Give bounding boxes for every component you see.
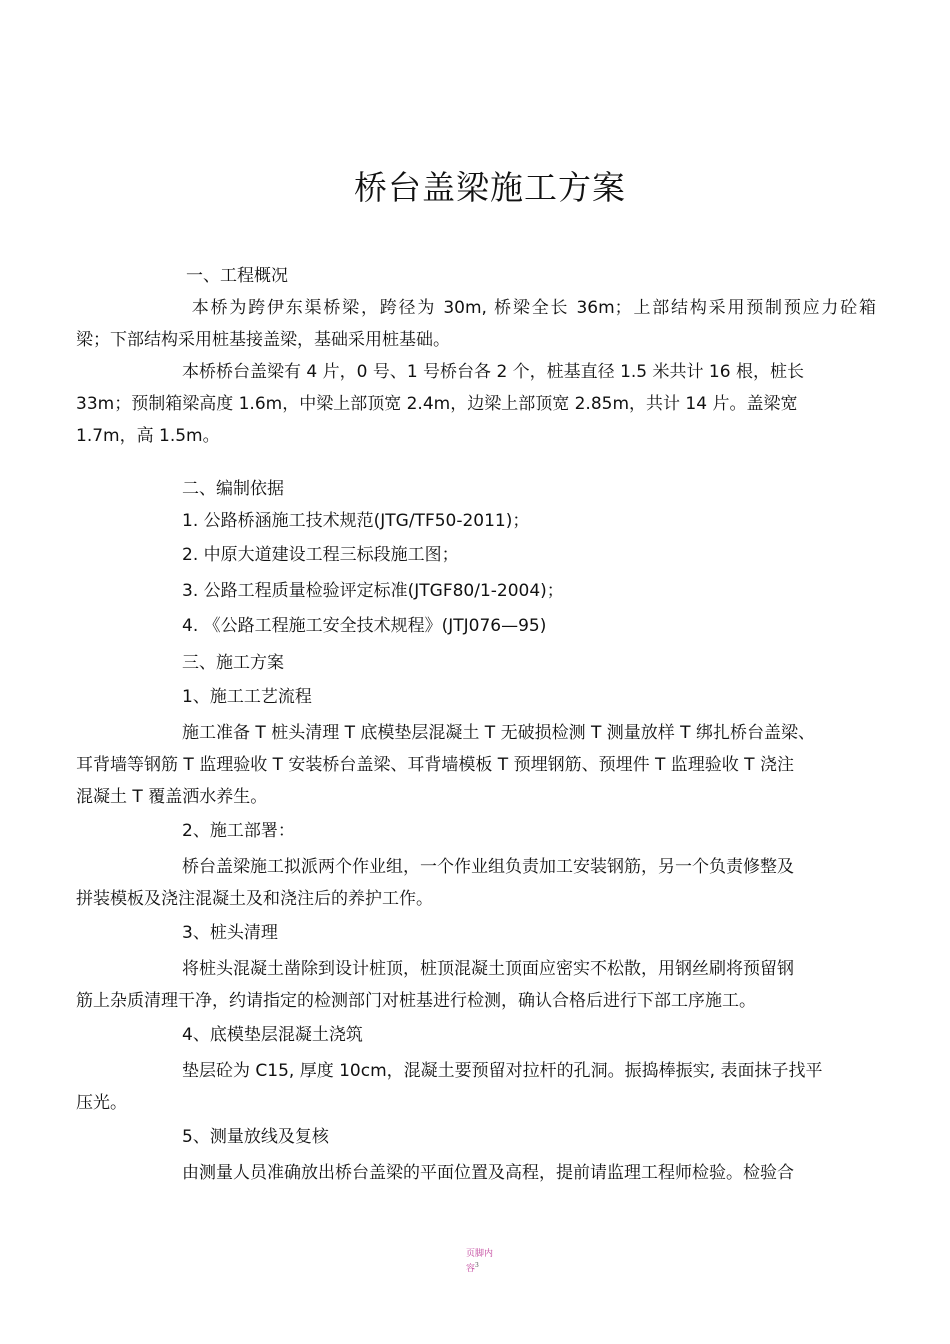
paragraph-line: 混凝土 T 覆盖洒水养生。: [76, 787, 268, 807]
paragraph-line: 拼装模板及浇注混凝土及和浇注后的养护工作。: [76, 889, 433, 909]
paragraph-line: 筋上杂质清理干净，约请指定的检测部门对桩基进行检测，确认合格后进行下部工序施工。: [76, 991, 756, 1011]
list-item: 3. 公路工程质量检验评定标准(JTGF80/1-2004)；: [182, 581, 564, 601]
page-footer: [466, 1248, 506, 1275]
paragraph-line: 桥台盖梁施工拟派两个作业组，一个作业组负责加工安装钢筋，另一个负责修整及: [182, 857, 794, 877]
paragraph-line: 本桥为跨伊东渠桥梁，跨径为 30m, 桥梁全长 36m；上部结构采用预制预应力砼箱: [190, 298, 876, 318]
paragraph-line: 垫层砼为 C15, 厚度 10cm，混凝土要预留对拉杆的孔洞。振捣棒振实, 表面抹子找平: [182, 1061, 823, 1081]
subsection-heading: 2、施工部署：: [182, 821, 295, 841]
page-number: 3: [475, 1262, 479, 1269]
list-item: 4. 《公路工程施工安全技术规程》(JTJ076—95): [182, 616, 547, 636]
subsection-heading: 3、桩头清理: [182, 923, 278, 943]
paragraph-line: 由测量人员准确放出桥台盖梁的平面位置及高程，提前请监理工程师检验。检验合: [182, 1163, 794, 1183]
subsection-heading: 5、测量放线及复核: [182, 1127, 329, 1147]
list-item: 1. 公路桥涵施工技术规范(JTG/TF50-2011)；: [182, 511, 530, 531]
paragraph-line: 耳背墙等钢筋 T 监理验收 T 安装桥台盖梁、耳背墙模板 T 预埋钢筋、预埋件 T 监理验收 T 浇注: [76, 755, 794, 775]
subsection-heading: 4、底模垫层混凝土浇筑: [182, 1025, 363, 1045]
section-heading-overview: 一、工程概况: [186, 266, 288, 286]
subsection-heading: 1、施工工艺流程: [182, 687, 312, 707]
footer-text: 容: [466, 1264, 476, 1274]
paragraph-line: 压光。: [76, 1093, 127, 1113]
section-heading-basis: 二、编制依据: [182, 479, 284, 499]
paragraph-line: 1.7m，高 1.5m。: [76, 426, 220, 446]
paragraph-line: 本桥桥台盖梁有 4 片，0 号、1 号桥台各 2 个，桩基直径 1.5 米共计 16 根，桩长: [182, 362, 804, 382]
paragraph-line: 将桩头混凝土凿除到设计桩顶，桩顶混凝土顶面应密实不松散，用钢丝刷将预留钢: [182, 959, 794, 979]
footer-text: 页脚内: [466, 1249, 494, 1259]
list-item: 2. 中原大道建设工程三标段施工图；: [182, 545, 459, 565]
document-title: 桥台盖梁施工方案: [354, 168, 626, 207]
paragraph-line: 施工准备 T 桩头清理 T 底模垫层混凝土 T 无破损检测 T 测量放样 T 绑扎桥台盖梁、: [182, 723, 815, 743]
section-heading-plan: 三、施工方案: [182, 653, 284, 673]
paragraph-line: 33m；预制箱梁高度 1.6m，中梁上部顶宽 2.4m，边梁上部顶宽 2.85m，共计 14 片。盖梁宽: [76, 394, 798, 414]
paragraph-line: 梁；下部结构采用桩基接盖梁，基础采用桩基础。: [76, 330, 450, 350]
